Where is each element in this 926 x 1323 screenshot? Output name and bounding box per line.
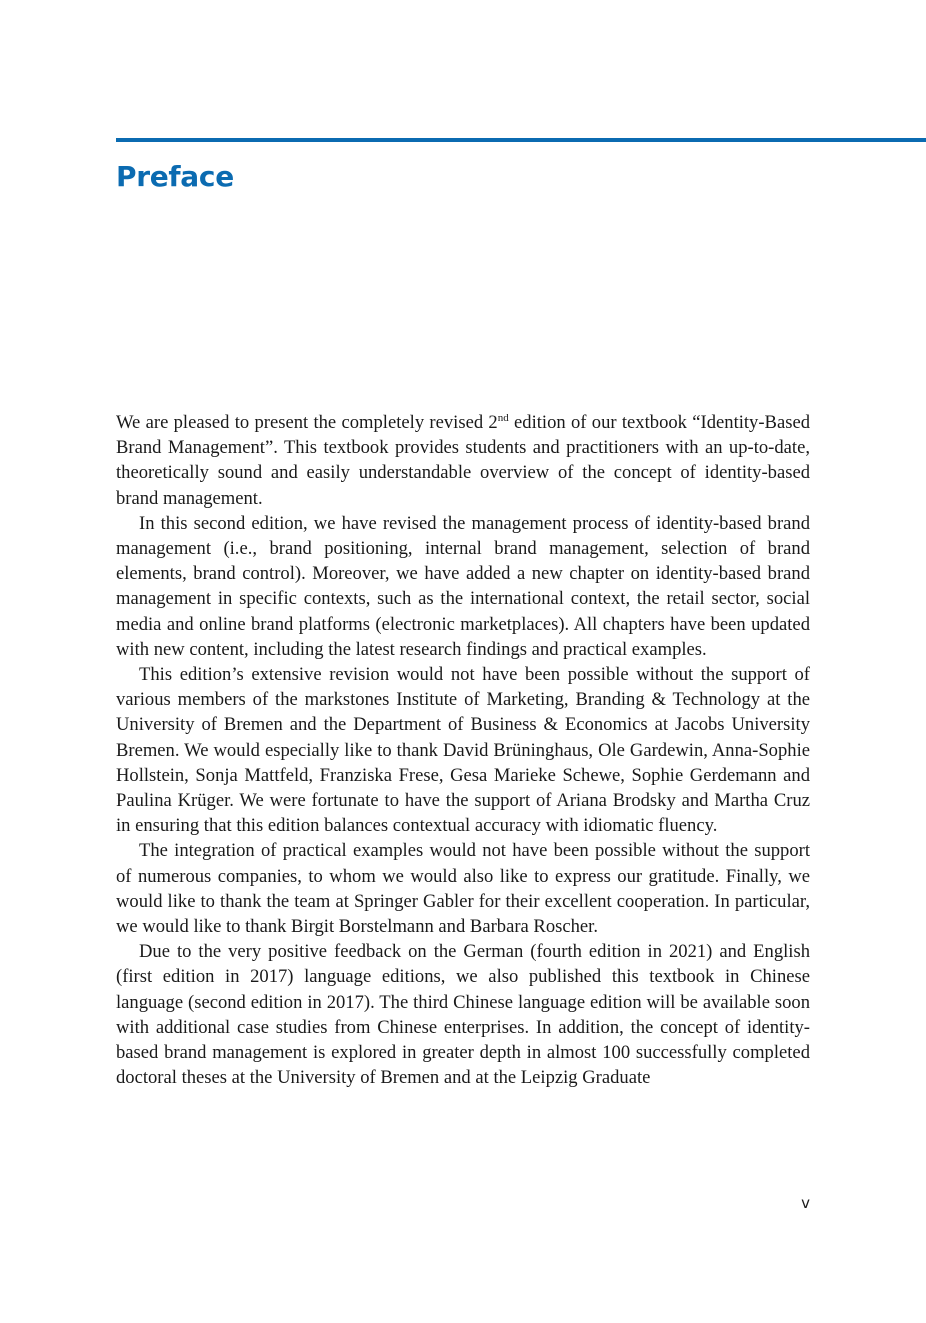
chapter-heading-rule [116,138,926,142]
edition-superscript: nd [497,412,509,424]
paragraph-4: The integration of practical examples would not have been possible without the support of numerous companies, to whom we would also like to express our gratitude. Finally, we would like to thank the team at Springer Gabler for their excellent cooperation. In particular, we would like to thank Birgit Borstelmann and Barbara Roscher. [116,840,810,938]
paragraph-1-end: edition of our textbook “Identity-Based Brand Management”. This textbook provides students and practitioners with an up-to-date, theoretically sound and easily understandable overview of the concept of identity-based brand management. [116,412,810,509]
page-number: v [801,1194,810,1212]
paragraph-1 [116,410,810,511]
paragraph-2: In this second edition, we have revised the management process of identity-based brand management (i.e., brand positioning, internal brand management, selection of brand elements, brand control). Moreover, we have added a new chapter on identity-based brand management in specific contexts, such as the international context, the retail sector, social media and online brand platforms (electronic marketplaces). All chapters have been updated with new content, including the latest research findings and practical examples. [116,512,810,660]
paragraph-1-start: We are pleased to present the completely revised 2 [116,412,498,433]
preface-body [116,410,810,1090]
paragraph-3: This edition’s extensive revision would not have been possible without the support of various members of the markstones Institute of Marketing, Branding & Technology at the University of Bremen and the Department of Business & Economics at Jacobs University Bremen. We would especially like to thank David Brüninghaus, Ole Gardewin, Anna-Sophie Hollstein, Sonja Mattfeld, Franziska Frese, Gesa Marieke Schewe, Sophie Gerdemann and Paulina Krüger. We were fortunate to have the support of Ariana Brodsky and Martha Cruz in ensuring that this edition balances contextual accuracy with idiomatic fluency. [116,664,810,837]
chapter-title: Preface [116,160,234,193]
paragraph-5: Due to the very positive feedback on the German (fourth edition in 2021) and English (first edition in 2017) language editions, we also published this textbook in Chinese language (second edition in 2017). The third Chinese language edition will be available soon with additional case studies from Chinese enterprises. In addition, the concept of identity-based brand management is explored in greater depth in almost 100 successfully completed doctoral theses at the University of Bremen and at the Leipzig Graduate [116,941,810,1089]
